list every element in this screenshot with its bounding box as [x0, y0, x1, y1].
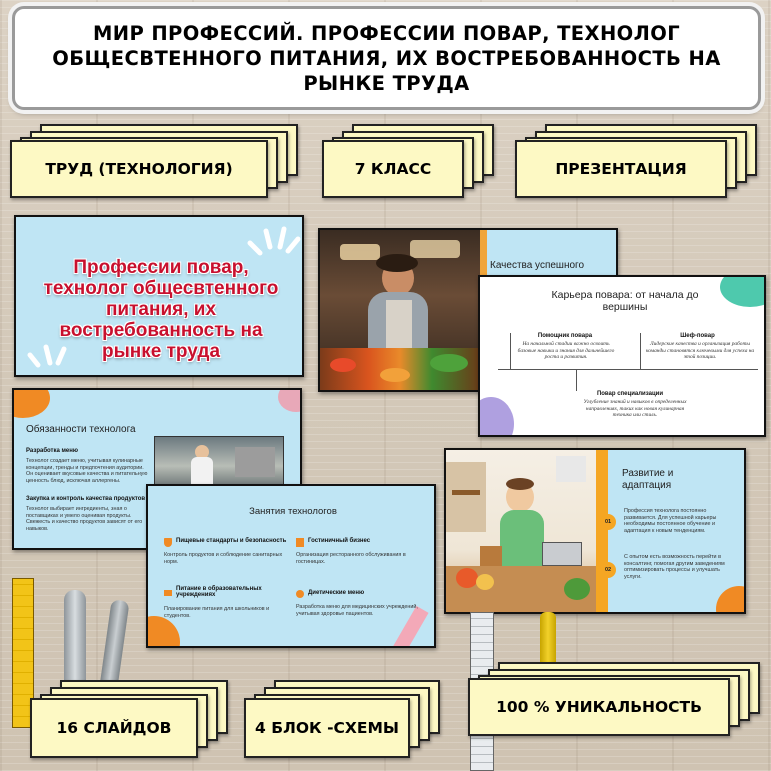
graduation-cap-icon: [164, 590, 172, 596]
decor-blob: [12, 388, 50, 418]
card-stack-schemes: [244, 680, 444, 762]
timeline-tick: [576, 369, 577, 391]
career-heading: Карьера повара: от начала до вершины: [551, 289, 699, 313]
card-stack-subject: [10, 124, 300, 202]
dev-text-1: Профессия технолога постоянно развивается. Для успешной карьеры необходимы постоянное обучение и адаптация к новым тенденциям.: [624, 508, 717, 534]
slide-title: [14, 215, 304, 377]
card-stack-grade: [322, 124, 497, 202]
type-label: ПРЕЗЕНТАЦИЯ: [555, 160, 687, 178]
career-step3-text: Углубление знаний и навыков в определенных направлениях, таких как новая кулинарная техника или стиль.: [583, 399, 687, 419]
hotel-icon: [296, 538, 304, 547]
slides-count-label: 16 СЛАЙДОВ: [56, 719, 172, 737]
slide-development: [444, 448, 746, 614]
timeline-tick: [640, 333, 641, 369]
uniqueness-label: 100 % УНИКАЛЬНОСТЬ: [496, 698, 702, 716]
step-badge-01: [600, 514, 616, 530]
step-badge-02: [600, 562, 616, 578]
slide-career: [478, 275, 766, 437]
slides-count-card: [30, 698, 198, 758]
jobs-c2-title: Гостиничный бизнес: [308, 538, 371, 544]
jobs-c3-title: Питание в образовательных учреждениях: [176, 586, 262, 598]
decor-blob: [146, 616, 180, 648]
decor-blob: [720, 275, 766, 307]
cartoon-cook-illustration: [446, 450, 596, 614]
cook-slide-heading: Качества успешного: [490, 260, 585, 271]
jobs-c4-text: Разработка меню для медицинских учреждений, учитывая здоровье пациентов.: [296, 604, 418, 617]
step-number-01: 01: [604, 519, 612, 525]
timeline-line: [498, 369, 758, 370]
subject-card: [10, 140, 268, 198]
dev-heading: Развитие и адаптация: [622, 468, 674, 491]
page-title: МИР ПРОФЕССИЙ. ПРОФЕССИИ ПОВАР, ТЕХНОЛОГ ОБЩЕСВТЕННОГО ПИТАНИЯ, ИХ ВОСТРЕБОВАННОСТЬ НА РЫНКЕ ТРУДА: [52, 21, 721, 95]
jobs-c1-text: Контроль продуктов и соблюдение санитарных норм.: [164, 552, 283, 565]
type-card: [515, 140, 727, 198]
duties-item1-title: Разработка меню: [26, 448, 79, 454]
jobs-c4-title: Диетические меню: [308, 590, 365, 596]
grade-card: [322, 140, 464, 198]
card-stack-type: [515, 124, 765, 202]
career-step3-title: Повар специализации: [596, 391, 664, 397]
cook-photo: [320, 230, 480, 392]
timeline-tick: [510, 333, 511, 369]
title-banner: [12, 6, 761, 110]
career-step1-text: На начальной стадии важно освоить базовые навыки и знания для дальнейшего роста и развития.: [517, 341, 615, 361]
duties-item2-text: Технолог выбирает ингредиенты, зная о поставщиках и умело оценивая продукты. Свежесть и качество продуктов зависят от его навыков.: [26, 506, 143, 532]
schemes-card: [244, 698, 410, 758]
decor-blob: [478, 397, 514, 437]
slide-jobs: [146, 484, 436, 648]
jobs-c1-title: Пищевые стандарты и безопасность: [176, 538, 287, 544]
step-number-02: 02: [604, 567, 612, 573]
shield-icon: [164, 538, 172, 547]
slide-title-heading: Профессии повар, технолог общесвтенного питания, их востребованность на рынке труда: [43, 257, 279, 362]
schemes-label: 4 БЛОК -СХЕМЫ: [255, 719, 399, 737]
uniqueness-card: [468, 678, 730, 736]
card-stack-unique: [468, 662, 766, 742]
grade-label: 7 КЛАСС: [354, 160, 432, 178]
jobs-c2-text: Организация ресторанного обслуживания в гостиницах.: [296, 552, 406, 565]
decor-blob: [716, 586, 746, 614]
decor-blob: [278, 388, 302, 412]
diet-icon: [296, 590, 304, 598]
jobs-c3-text: Планирование питания для школьников и студентов.: [164, 606, 270, 619]
duties-heading: Обязанности технолога: [26, 424, 136, 435]
career-step1-title: Помощник повара: [537, 333, 593, 339]
career-step2-title: Шеф-повар: [680, 333, 715, 339]
subject-label: ТРУД (ТЕХНОЛОГИЯ): [45, 160, 233, 178]
card-stack-slides: [30, 680, 230, 762]
dev-text-2: С опытом есть возможность перейти в консалтинг, помогая другим заведениям оптимизировать процессы и улучшать услуги.: [624, 554, 725, 580]
orange-stripe: [596, 450, 608, 614]
duties-item2-title: Закупка и контроль качества продуктов: [26, 496, 146, 502]
career-step2-text: Лидерские качества и организация работы команды становятся ключевыми для успеха на этой позиции.: [645, 341, 755, 361]
jobs-heading: Занятия технологов: [249, 506, 337, 517]
duties-item1-text: Технолог создает меню, учитывая кулинарные концепции, тренды и предпочтения аудитории. Он оценивает вкусовые качества и питательную ценность блюд, исключая аллергены.: [26, 458, 148, 484]
